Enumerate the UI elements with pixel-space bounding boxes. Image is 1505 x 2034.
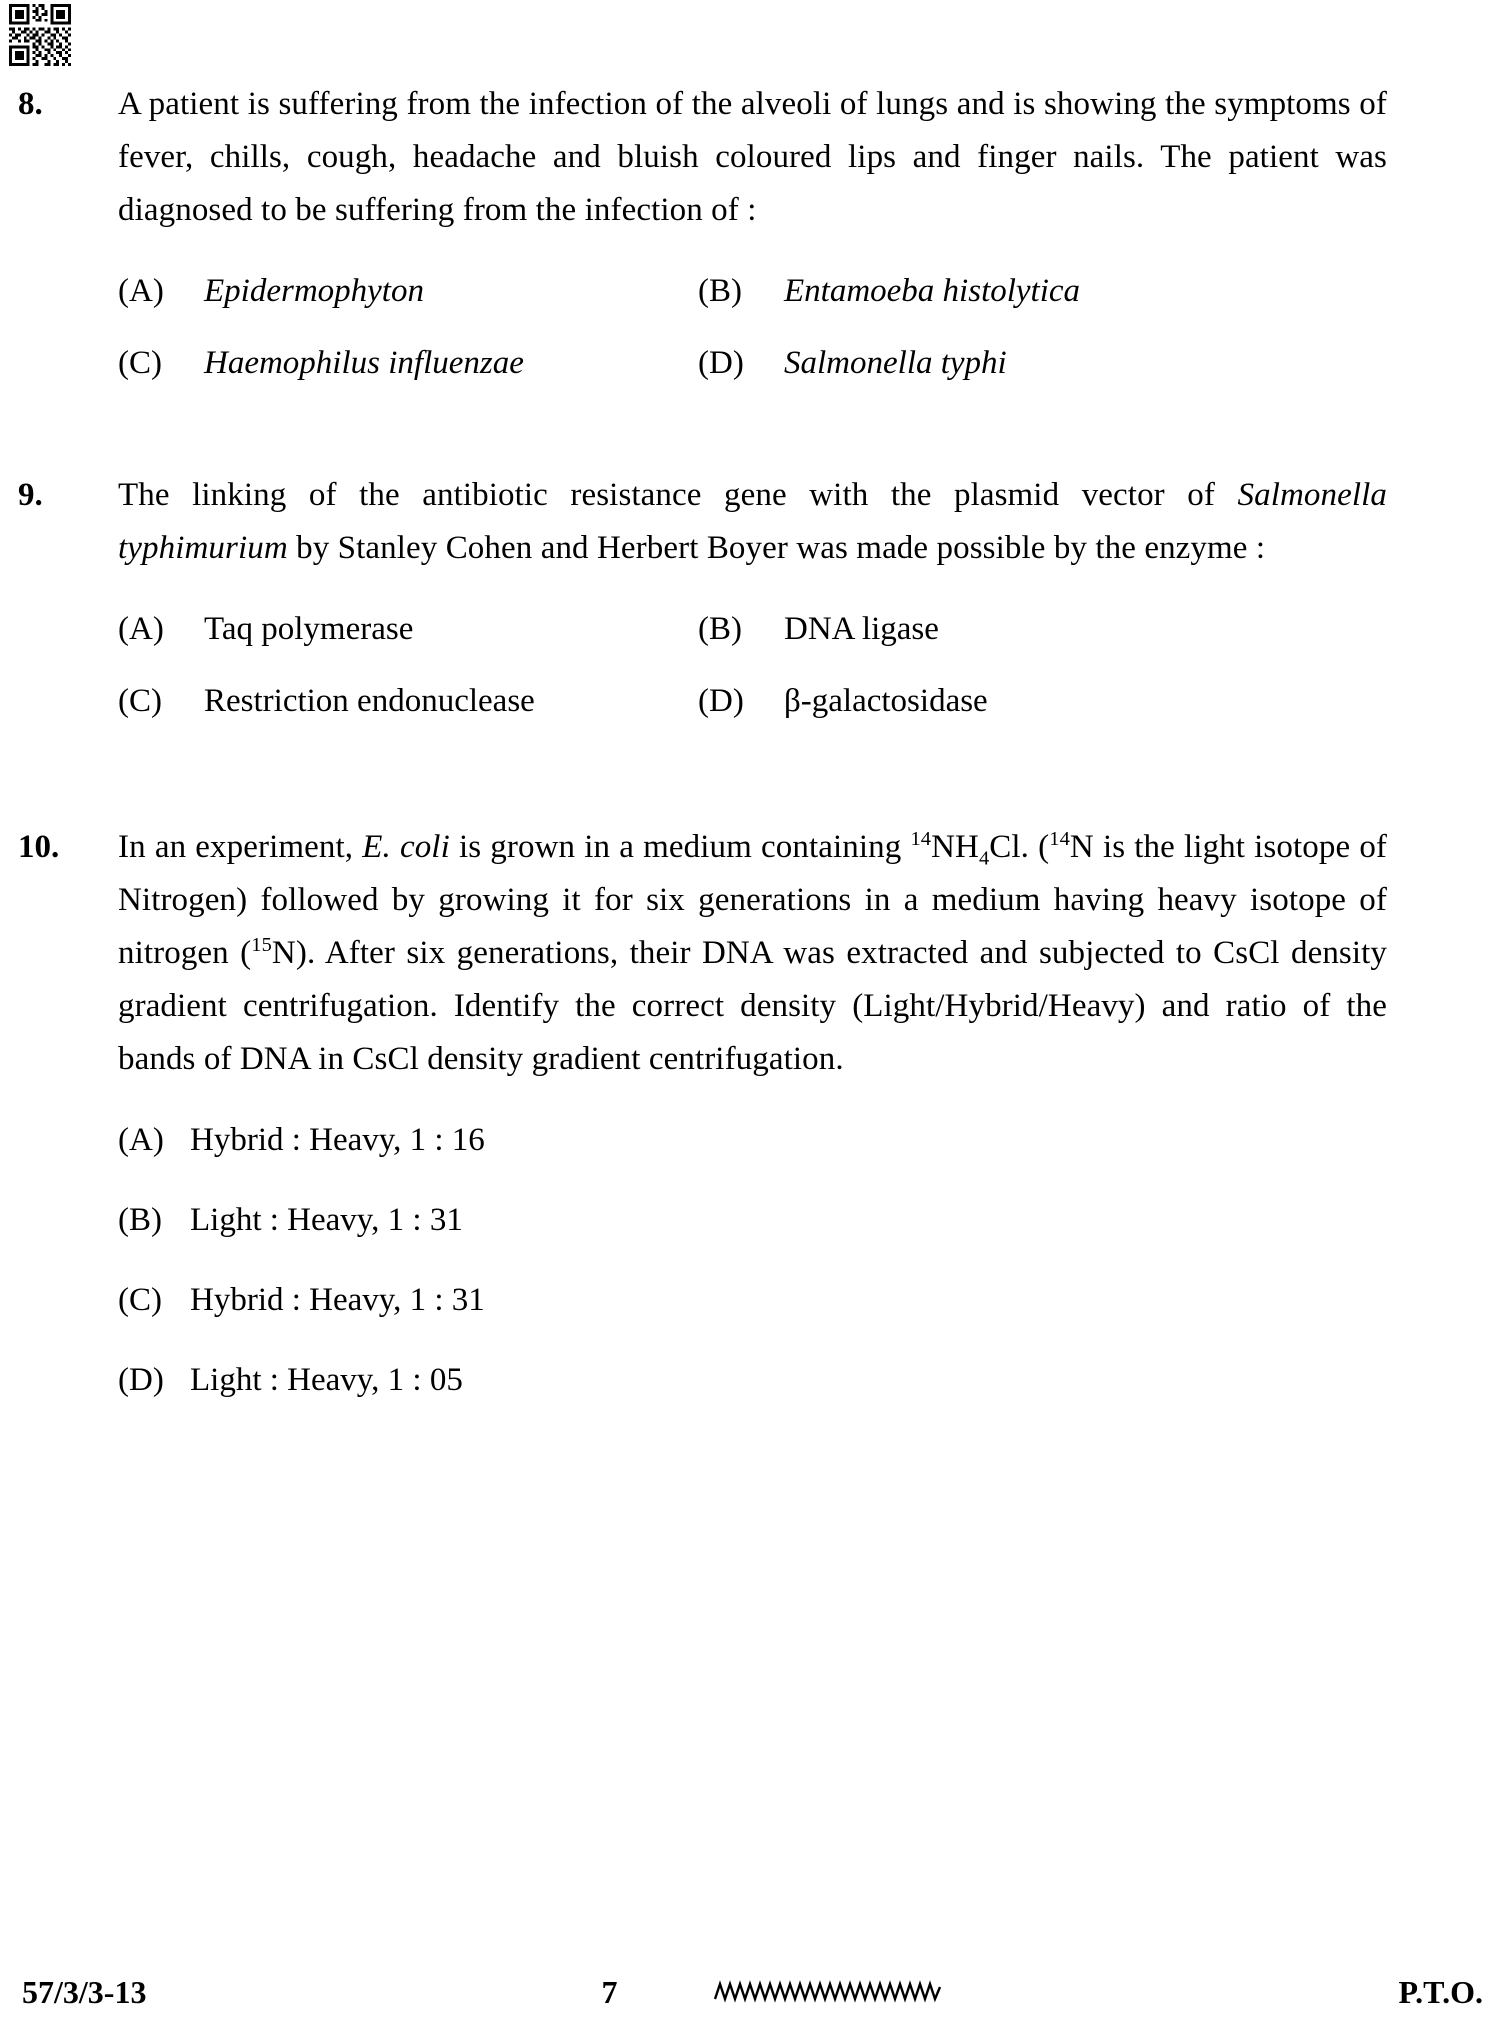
question-8 bbox=[18, 78, 1387, 387]
option-label: β-galactosidase bbox=[784, 683, 988, 719]
question-text: In an experiment, E. coli is grown in a medium containing $^{14}NH_4Cl$. ($^{14}$N is the light isotope of Nitrogen) followed by growing it for six generations in a medium having heavy isotope of nitrogen ($^{15}$N). After six generations, their DNA was extracted and subjected to CsCl density gradient centrifugation. Identify the correct density (Light/Hybrid/Heavy) and ratio of the bands of DNA in CsCl density gradient centrifugation. bbox=[118, 828, 1388, 1077]
option-key: (D) bbox=[698, 345, 744, 381]
question-10 bbox=[18, 821, 1387, 1404]
option-b[interactable] bbox=[698, 605, 1387, 653]
option-label: Light : Heavy, 1 : 31 bbox=[190, 1202, 463, 1238]
option-d[interactable] bbox=[698, 677, 1387, 725]
option-label: DNA ligase bbox=[784, 611, 939, 647]
options-list bbox=[118, 1116, 1387, 1404]
option-key: (B) bbox=[698, 273, 742, 309]
option-key: (C) bbox=[118, 683, 162, 719]
option-label: Hybrid : Heavy, 1 : 16 bbox=[190, 1122, 485, 1158]
paper-code: 57/3/3-13 bbox=[22, 1973, 147, 2010]
option-label: Hybrid : Heavy, 1 : 31 bbox=[190, 1282, 485, 1318]
option-label: Restriction endonuclease bbox=[204, 683, 535, 719]
page-number: 7 bbox=[601, 1973, 618, 2010]
option-a[interactable] bbox=[118, 1116, 1387, 1164]
questions-container bbox=[0, 78, 1505, 1436]
option-key: (D) bbox=[118, 1362, 164, 1398]
question-number: 8. bbox=[18, 86, 43, 122]
option-key: (C) bbox=[118, 1282, 162, 1318]
option-d[interactable] bbox=[118, 1356, 1387, 1404]
option-b[interactable] bbox=[118, 1196, 1387, 1244]
option-key: (B) bbox=[698, 611, 742, 647]
option-a[interactable] bbox=[118, 605, 698, 653]
option-label: Entamoeba histolytica bbox=[784, 273, 1081, 309]
question-number: 9. bbox=[18, 477, 43, 513]
option-c[interactable] bbox=[118, 339, 698, 387]
question-9 bbox=[18, 469, 1387, 725]
options-list bbox=[118, 605, 1387, 725]
option-key: (D) bbox=[698, 683, 744, 719]
option-label: Taq polymerase bbox=[204, 611, 414, 647]
question-number: 10. bbox=[18, 829, 60, 865]
page-footer bbox=[0, 1964, 1505, 2020]
option-key: (A) bbox=[118, 273, 164, 309]
option-label: Light : Heavy, 1 : 05 bbox=[190, 1362, 463, 1398]
zigzag-mark-icon bbox=[713, 1979, 943, 2005]
options-list bbox=[118, 267, 1387, 387]
option-label: Salmonella typhi bbox=[784, 345, 1007, 381]
option-key: (A) bbox=[118, 611, 164, 647]
question-spacer bbox=[18, 387, 1387, 469]
option-label: Haemophilus influenzae bbox=[204, 345, 524, 381]
question-spacer bbox=[18, 725, 1387, 821]
option-c[interactable] bbox=[118, 677, 698, 725]
option-label: Epidermophyton bbox=[204, 273, 424, 309]
option-key: (B) bbox=[118, 1202, 162, 1238]
option-d[interactable] bbox=[698, 339, 1387, 387]
option-key: (C) bbox=[118, 345, 162, 381]
question-text: A patient is suffering from the infection of the alveoli of lungs and is showing the symptoms of fever, chills, cough, headache and bluish coloured lips and finger nails. The patient was diagnosed to be suffering from the infection of : bbox=[118, 86, 1387, 228]
question-text: The linking of the antibiotic resistance gene with the plasmid vector of Salmonella typhimurium by Stanley Cohen and Herbert Boyer was made possible by the enzyme : bbox=[118, 477, 1387, 566]
option-a[interactable] bbox=[118, 267, 698, 315]
qr-code-icon bbox=[8, 4, 72, 66]
option-c[interactable] bbox=[118, 1276, 1387, 1324]
footer-center-group bbox=[146, 1974, 1398, 2011]
turn-over-label: P.T.O. bbox=[1398, 1973, 1483, 2010]
option-b[interactable] bbox=[698, 267, 1387, 315]
option-key: (A) bbox=[118, 1122, 164, 1158]
